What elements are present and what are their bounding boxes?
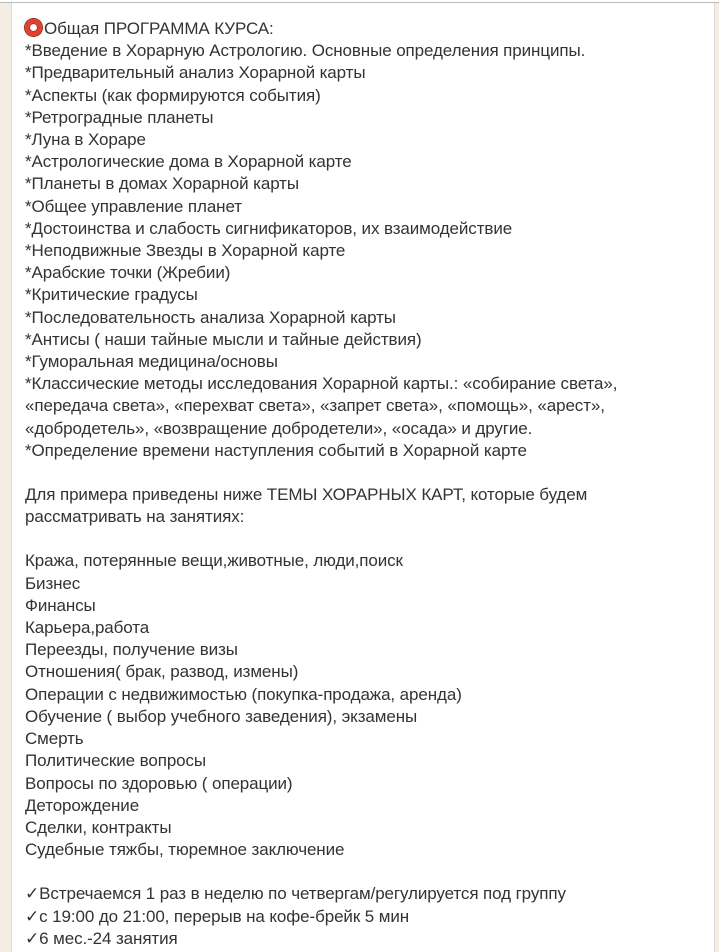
topic-item: Судебные тяжбы, тюремное заключение (25, 840, 345, 860)
program-item: *Определение времени наступления событий в Хорарной карте (25, 440, 527, 460)
check-icon: ✓ (25, 928, 40, 948)
schedule-list (25, 883, 692, 950)
red-circle-icon (25, 19, 42, 36)
program-item: *Предварительный анализ Хорарной карты (25, 63, 366, 83)
check-icon: ✓ (25, 906, 40, 926)
topics-list (25, 550, 692, 861)
topic-item: Карьера,работа (25, 618, 150, 638)
program-item: *Классические методы исследования Хорарной карты.: «собирание света», «передача света», «перехват света», «запрет света», «помощь», «арест», «добродетель», «возвращение добродетели», «осада» и другие. (25, 374, 618, 438)
program-item: *Общее управление планет (25, 196, 242, 216)
intro-text: Для примера приведены ниже ТЕМЫ ХОРАРНЫХ КАРТ, которые будем рассматривать на занятиях: (25, 485, 588, 527)
program-item: *Критические градусы (25, 285, 198, 305)
program-item: *Астрологические дома в Хорарной карте (25, 152, 352, 172)
topic-item: Политические вопросы (25, 751, 207, 771)
topic-item: Финансы (25, 595, 96, 615)
paragraph-gap (25, 528, 692, 550)
topic-item: Операции с недвижимостью (покупка-продажа, аренда) (25, 684, 462, 704)
page-margin-right (714, 3, 719, 952)
program-item: *Гуморальная медицина/основы (25, 352, 278, 372)
topic-item: Отношения( брак, развод, измены) (25, 662, 299, 682)
topic-item: Обучение ( выбор учебного заведения), экзамены (25, 706, 418, 726)
paragraph-gap (25, 861, 692, 883)
page-margin-left (0, 3, 12, 952)
program-item: *Введение в Хорарную Астрологию. Основные определения принципы. (25, 41, 586, 61)
schedule-item: ✓с 19:00 до 21:00, перерыв на кофе-брейк 5 мин (25, 906, 410, 926)
program-item: *Неподвижные Звезды в Хорарной карте (25, 241, 346, 261)
topic-item: Сделки, контракты (25, 817, 172, 837)
program-item: *Антисы ( наши тайные мысли и тайные действия) (25, 329, 422, 349)
program-item: *Последовательность анализа Хорарной карты (25, 307, 396, 327)
post-card (12, 3, 714, 952)
topic-item: Кража, потерянные вещи,животные, люди,поиск (25, 551, 403, 571)
check-icon: ✓ (25, 884, 40, 904)
post-title-line (25, 18, 692, 40)
topic-item: Смерть (25, 729, 84, 749)
topic-item: Вопросы по здоровью ( операции) (25, 773, 293, 793)
program-item: *Луна в Хораре (25, 130, 146, 150)
program-item: *Аспекты (как формируются события) (25, 85, 321, 105)
schedule-item: ✓6 мес.-24 занятия (25, 928, 178, 948)
program-item: *Достоинства и слабость сигнификаторов, их взаимодействие (25, 218, 513, 238)
topic-item: Переезды, получение визы (25, 640, 238, 660)
topic-item: Бизнес (25, 573, 81, 593)
program-item: *Планеты в домах Хорарной карты (25, 174, 299, 194)
topic-item: Деторождение (25, 795, 140, 815)
program-item: *Ретроградные планеты (25, 107, 214, 127)
content-columns (0, 3, 719, 952)
program-list (25, 40, 692, 462)
paragraph-gap (25, 462, 692, 484)
schedule-item: ✓Встречаемся 1 раз в неделю по четвергам/регулируется под группу (25, 884, 566, 904)
program-item: *Арабские точки (Жребии) (25, 263, 231, 283)
post-title: Общая ПРОГРАММА КУРСА: (44, 19, 274, 38)
